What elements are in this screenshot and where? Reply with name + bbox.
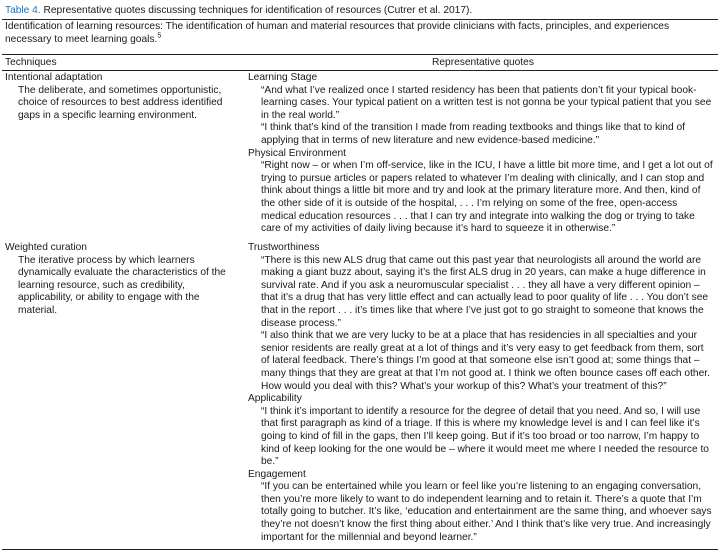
quote: “I think that’s kind of the transition I made from reading textbooks and things like that to kind of applying that in terms of new literature and new evidence-based medicine.” [261,122,685,146]
header-top-rule [2,54,718,55]
technique-name: Weighted curation [5,242,87,253]
technique-description: The iterative process by which learners dynamically evaluate the characteristics of the learning resource, such as credibility, applicability, or ability to engage with the material. [18,254,226,316]
technique-name: Intentional adaptation [5,72,103,83]
table-label: Table 4. [5,5,41,16]
table-caption-text: Representative quotes discussing techniques for identification of resources (Cutrer et al. 2017). [43,5,473,16]
table-intro-text: Identification of learning resources: The identification of human and material resources that provide clinicians with facts, principles, and experiences necessary to meet learning goals. [5,21,670,45]
intro-footnote-ref: 5 [157,32,162,40]
quote: “If you can be entertained while you learn or feel like you’re listening to an engaging conversation, then you’re more likely to want to do independent learning and to retain it. There’s a quote that I’m totally going to butcher. It’s like, ‘education and entertainment are the same thing, and whoever says they’re not doesn’t know the first thing about either.’ And I think that’s like very true. And increasingly important for the millennial and beyond learner.” [261,481,712,543]
subheading-physical-environment: Physical Environment [248,147,346,159]
quote: “I think it’s important to identify a resource for the degree of detail that you need. And so, I will use that first paragraph as kind of a triage. If this is where my knowledge level is and I can feel like it’s going to kind of fill in the gaps, then I’ll keep going. But if it’s too broad or too narrow, I’m happy to kind of keep looking for the one would be – where it would meet me where I needed the resource to be.” [261,405,709,468]
subheading-applicability: Applicability [248,393,302,405]
quote: “Right now – or when I’m off-service, like in the ICU, I have a little bit more time, and I get a lot out of trying to pursue articles or papers related to whatever I’m dealing with clinically, and I can stop and think about things a little bit more and try and look at the primary literature more. And then, kind of the other side of it is outside of the hospital, . . . I’m relying on some of the free, open-access medical education resources . . . that I can try and integrate into walking the dog or trying to take care of my activities of daily living because it’s hard to squeeze it in otherwise.” [261,160,713,235]
column-header-techniques: Techniques [5,57,57,68]
table-intro [5,21,705,46]
subheading-engagement: Engagement [248,468,306,480]
technique-description: The deliberate, and sometimes opportunistic, choice of resources to best address identified gaps in a specific learning environment. [18,84,223,121]
quote: “And what I’ve realized once I started residency has been that patients don’t fit your typical book-learning cases. Your typical patient on a written test is not gonna be your typical patient that you see in the real world.” [261,84,712,121]
top-rule [2,19,718,20]
header-bottom-rule [2,70,718,71]
bottom-rule [2,549,718,550]
technique-cell-weighted-curation [5,242,230,318]
quotes-cell-intentional-adaptation [248,72,714,236]
subheading-trustworthiness: Trustworthiness [248,242,320,253]
quotes-cell-weighted-curation [248,242,714,544]
quote: “I also think that we are very lucky to be at a place that has residencies in all specialties and your senior residents are really great at a lot of things and it’s very easy to get feedback from them, sort of lateral feedback. There’s things I’m good at that someone else isn’t good at; some things that – many things that they are great at that I’m not good at. I think we often bounce cases off each other. How would you deal with this? What’s your workup of this? What’s your treatment of this?” [261,330,710,392]
column-header-quotes: Representative quotes [432,57,534,68]
subheading-learning-stage: Learning Stage [248,72,318,83]
table-caption [5,4,472,17]
quote: “There is this new ALS drug that came out this past year that neurologists all around the world are making a giant buzz about, saying it’s the first ALS drug in 20 years, can make a huge difference in survival rate. And if you ask a neuromuscular specialist . . . they all have a very different opinion – that it’s a drug that has very little effect and can actually lead to poor quality of life . . . You don’t see that in the report . . . it’s times like that where I’ve just got to go straight to someone that knows the disease process.” [261,254,709,329]
technique-cell-intentional-adaptation [5,72,230,122]
